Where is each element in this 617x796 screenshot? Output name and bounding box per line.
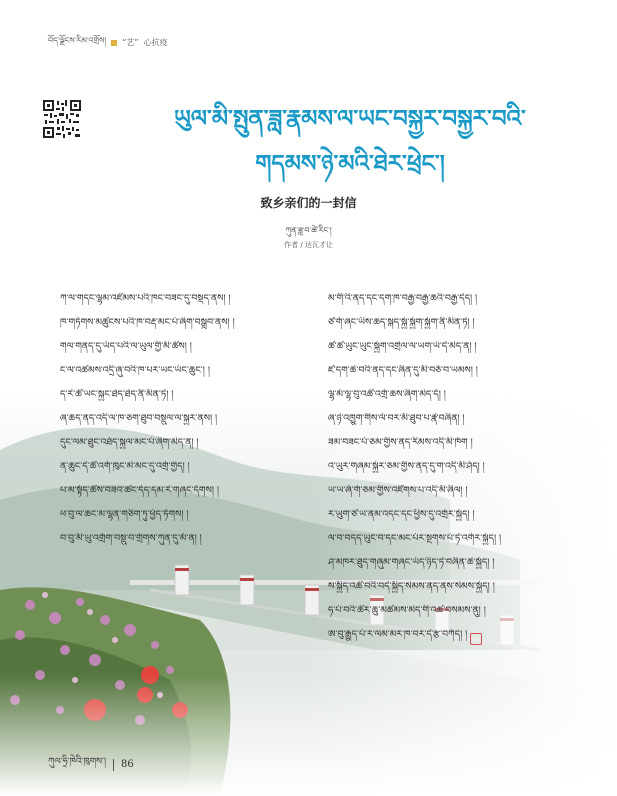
poem-line-left-10: ཕ་བུ་ལ་ཆང་མ་ལྷན་གཅིག་ཏུ་ཕྱོད་ཏོགས། །	[60, 509, 189, 520]
poem-line-right-7: ཟམ་བཟང་པོ་ཅམ་གྱིས་ནད་རིམས་འདི་མི་ཁོག །	[328, 437, 473, 448]
poem-line-left-1: ཀ་ལ་གདང་ལྷམ་འཛོམས་པའི་ཁང་བཟང་དུ་བསྡད་ནས། །	[60, 293, 231, 304]
article-title-line-1: ཡུལ་མི་སྤུན་ཟླ་རྣམས་ལ་ཡང་བསྐྱར་བསྐྱར་བའི་	[174, 106, 526, 132]
poem-line-right-14: ཧ་པོ་བའི་ཚོར་ཆུ་མཚམས་མེད་གི་འཚ་བསམས་ནུ། །	[328, 605, 486, 616]
poem-line-left-4: ང་ལ་འཚམས་འདྲི་ཞུ་བའི་ཁ་པར་ཡང་ཡོང་ཆུང་། །	[60, 365, 210, 376]
page-number: 86	[121, 759, 134, 770]
poem-line-left-8: ན་ཆུང་དེ་ཚོ་འགོ་ཁུང་མེ་མང་དུ་འགྲོ་གྱིད། །	[60, 461, 190, 472]
poem-line-right-11: ལ་བ་བདད་ཡུང་བ་དང་མང་པོར་སྔགས་པོ་ཏེ་འགོར་སྐྱོད། །	[328, 533, 502, 544]
author-name: ཀུན་ཟླ་བ་ཚེ་རིང་།	[285, 226, 332, 235]
header-magazine-name: བོད་ལྗོངས་རིམ་འགྲོས།	[48, 36, 107, 45]
header-section-quote: “艺”	[122, 38, 139, 47]
poem-line-left-3: གལ་གནད་དུ་ཡོད་པའི་ལ་ཡུལ་གྱི་མི་ཚོས། །	[60, 341, 192, 352]
poem-line-right-15: ཨ་བུ་རྒྱུད་པོ་ར་ལམ་མར་ཁ་བར་དེ་རྩ་བཀོད། །	[328, 629, 468, 640]
poem-line-right-6: ཞ་ཉེ་འཁྱུག་གིས་ལོ་བར་མི་ཐུབ་པ་རྣེ་བཞིན། །	[328, 413, 465, 424]
background-landscape-photo	[0, 390, 617, 796]
poem-line-left-9: པ་མ་སྟོད་ཚོས་བཟའ་ཚང་དོད་དམ་རེ་གཞང་དོགས། །	[60, 485, 219, 496]
article-title-line-2: གདམས་ཉེ་མའི་ཐེར་ཕྲེང་།	[255, 151, 445, 177]
poem-line-right-4: ཛ་དག་ཆེ་བའི་ནད་དང་ཞིན་དུ་མི་བཅོ་བ་ཡམས། །	[328, 365, 478, 376]
poem-line-left-6: ཞ་ཆད་ནད་འདི་ལ་ཁ་ཅག་ཐུབ་བསྡུལ་ལ་སྐྱར་ནས། །	[60, 413, 218, 424]
poem-line-right-9: ཡ་ཡ་ཞོ་གོ་ཅམ་གྱིས་འཛིགས་པ་འདི་མི་ཞིལ། །	[328, 485, 468, 496]
poem-line-left-7: དུང་ལམ་ཐུང་འཐོད་སྐྱལ་མང་པོ་ཞིག་མེད་ན། །	[60, 437, 199, 448]
red-seal-stamp-icon	[470, 633, 482, 645]
poem-line-right-10: ར་ཡུག་ཙ་ཡ་ནམ་འདང་དང་ཕྱིས་དུ་འགྲོར་སྐྱོད། །	[328, 509, 475, 520]
poem-line-right-1: མ་གི་འི་ནད་དང་དག་ཁ་བརྒྱ་བརྒྱ་ཆའི་བརྒྱ་དེད། །	[328, 293, 478, 304]
poem-line-left-11: བ་བུ་མི་ཡུ་འགྲོག་བསྡུ་བ་གྲོགས་ཀུན་དུ་མོ་ན། །	[60, 533, 202, 544]
author-credit: 作者 / 达瓦才让	[284, 241, 333, 249]
header-section-topic: 心抗疫	[143, 38, 168, 47]
footer-magazine-name: ཀུལ་ཧྲི་ཁེའི་ཁུགས་།	[48, 757, 106, 767]
poem-line-right-8: འ་ཡུར་གཞམ་སྐྱོར་ཅམ་གྱིས་ནད་དུ་ག་འདི་མི་ཤོད། །	[328, 461, 485, 472]
poem-line-left-2: ཁ་གཏོགས་མཚུངས་པའི་ཁ་བརྡ་མང་པོ་ཞིག་བསྒྲུབ་ནས། །	[60, 317, 235, 328]
poem-line-right-5: ལྷ་མོ་ལྷ་བུ་འཚོ་འགྲོ་ཆས་ཞིག་མེད་དོ། །	[328, 389, 446, 400]
poem-line-right-2: ཙ་གོ་ཞང་ཡིས་ཆད་སྐད་སྐྱོ་སྐྱོག་སྐྱོག་ནི་མིན་ཏེ། །	[328, 317, 475, 328]
header-square-icon	[111, 40, 117, 46]
poem-line-right-13: ས་སྐྱིད་འཚོ་བའི་བདེ་སྐྱིད་སེམས་ནད་ནས་སེམས་སྐྱོད། །	[328, 581, 495, 592]
article-subtitle: 致乡亲们的一封信	[260, 196, 357, 210]
poem-line-right-3: ཚ་ཚ་ཡུང་ཡུང་སྐྱོག་འགྲེལ་ལ་ཡག་ཡོ་དེ་མེད་ན། །	[328, 341, 477, 352]
footer-divider	[113, 759, 114, 771]
poem-line-left-5: ད་རེ་ཚོ་ཡང་སྐྱང་ཐེད་ཐེད་ནི་མིན་ཏེ། །	[60, 389, 174, 400]
poem-line-right-12: ཤ་མཁར་ཐུད་གཞུམ་གཞང་ཡོད་ཉིད་ཏེ་བཞིན་ཆེ་སྐྱོད། །	[328, 557, 495, 568]
qr-code-icon[interactable]	[42, 99, 82, 139]
running-header	[48, 31, 168, 54]
page-footer	[48, 752, 134, 777]
